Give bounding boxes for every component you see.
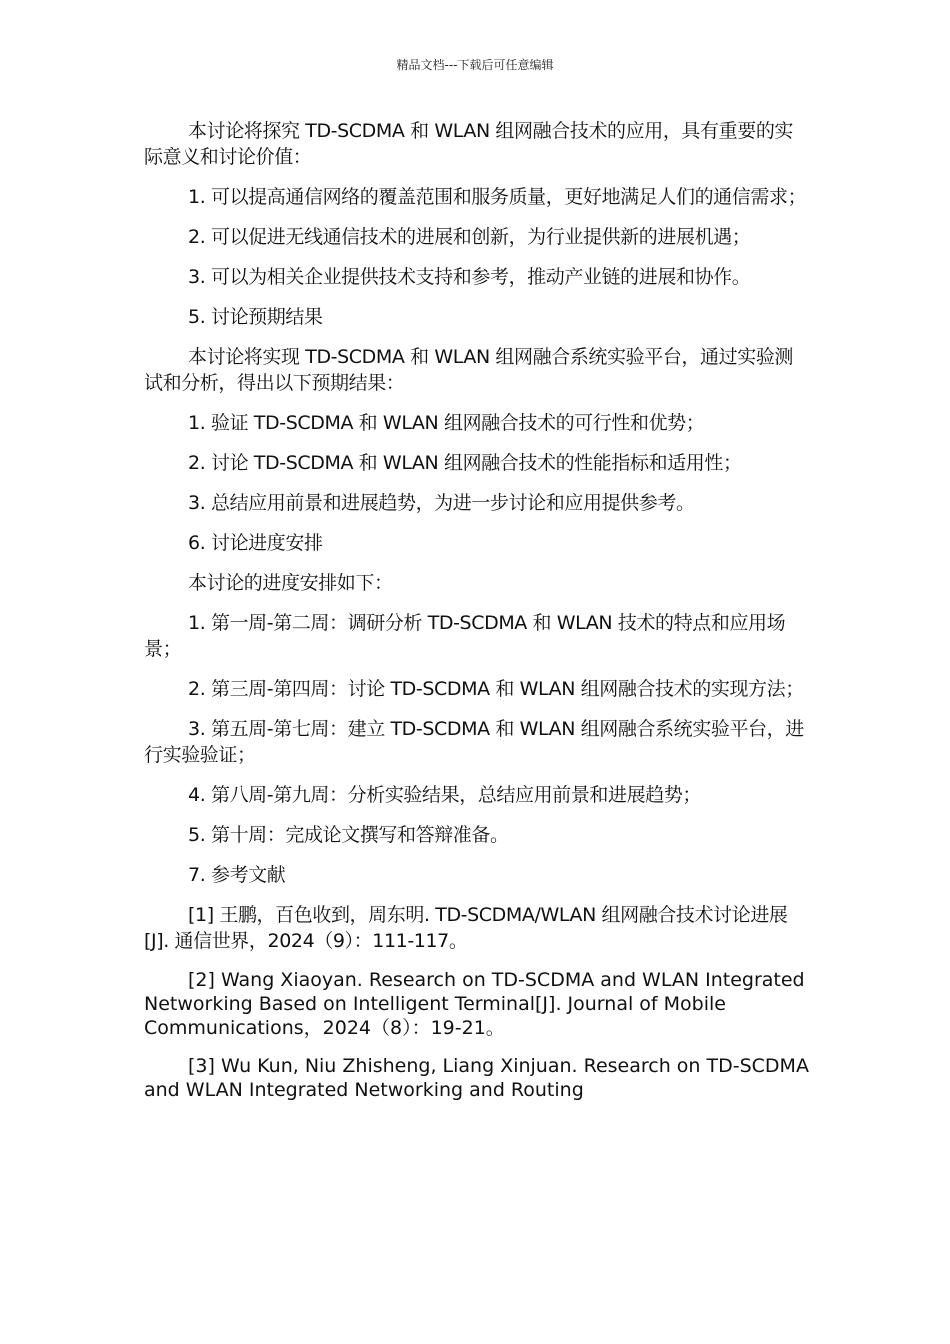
- schedule-item-1: 1. 第一周-第二周：调研分析 TD-SCDMA 和 WLAN 技术的特点和应用场景；: [144, 612, 786, 660]
- expected-results-intro: 本讨论将实现 TD-SCDMA 和 WLAN 组网融合系统实验平台，通过实验测试和分析，得出以下预期结果：: [144, 346, 794, 394]
- schedule-item-2: 2. 第三周-第四周：讨论 TD-SCDMA 和 WLAN 组网融合技术的实现方法；: [188, 678, 804, 700]
- schedule-item-3: 3. 第五周-第七周：建立 TD-SCDMA 和 WLAN 组网融合系统实验平台，进行实验验证；: [144, 718, 804, 766]
- expected-result-item-1: 1. 验证 TD-SCDMA 和 WLAN 组网融合技术的可行性和优势；: [188, 412, 705, 434]
- page-header: 精品文档---下载后可任意编辑: [396, 58, 554, 72]
- significance-item-1: 1. 可以提高通信网络的覆盖范围和服务质量，更好地满足人们的通信需求；: [188, 186, 807, 208]
- intro-paragraph: 本讨论将探究 TD-SCDMA 和 WLAN 组网融合技术的应用，具有重要的实际意义和讨论价值：: [144, 120, 794, 168]
- reference-item-1: [1] 王鹏，百色收到，周东明. TD-SCDMA/WLAN 组网融合技术讨论进展[J]. 通信世界，2024（9）：111-117。: [144, 904, 788, 952]
- expected-result-item-3: 3. 总结应用前景和进展趋势，为进一步讨论和应用提供参考。: [188, 492, 695, 514]
- significance-item-2: 2. 可以促进无线通信技术的进展和创新，为行业提供新的进展机遇；: [188, 226, 751, 248]
- document-body: [144, 118, 810, 1116]
- schedule-item-4: 4. 第八周-第九周：分析实验结果，总结应用前景和进展趋势；: [188, 784, 702, 806]
- section-heading-schedule: 6. 讨论进度安排: [188, 532, 323, 554]
- expected-result-item-2: 2. 讨论 TD-SCDMA 和 WLAN 组网融合技术的性能指标和适用性；: [188, 452, 742, 474]
- reference-item-3: [3] Wu Kun, Niu Zhisheng, Liang Xinjuan. Research on TD-SCDMA and WLAN Integrated Networking and Routing: [144, 1055, 809, 1101]
- schedule-intro: 本讨论的进度安排如下：: [188, 572, 393, 594]
- significance-item-3: 3. 可以为相关企业提供技术支持和参考，推动产业链的进展和协作。: [188, 266, 751, 288]
- section-heading-expected-results: 5. 讨论预期结果: [188, 306, 323, 328]
- section-heading-references: 7. 参考文献: [188, 864, 286, 886]
- reference-item-2: [2] Wang Xiaoyan. Research on TD-SCDMA and WLAN Integrated Networking Based on Intelligent Terminal[J]. Journal of Mobile Communications，2024（8）：19-21。: [144, 969, 805, 1039]
- schedule-item-5: 5. 第十周：完成论文撰写和答辩准备。: [188, 824, 509, 846]
